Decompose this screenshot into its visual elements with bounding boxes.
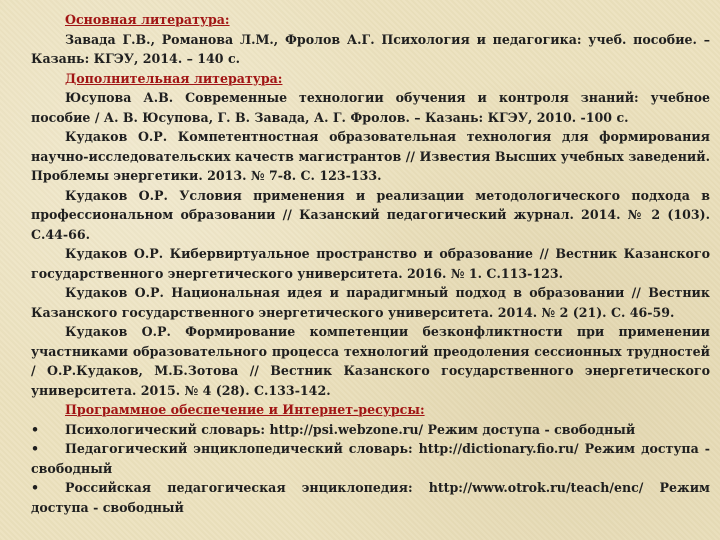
- main-literature-heading: Основная литература:: [65, 12, 230, 27]
- main-literature-item: Завада Г.В., Романова Л.М., Фролов А.Г. Психология и педагогика: учеб. пособие. – Казань: КГЭУ, 2014. – 140 с.: [31, 31, 710, 66]
- resource-item: [31, 439, 710, 478]
- additional-literature-item: Кудаков О.Р. Кибервиртуальное пространство и образование // Вестник Казанского государственного энергетического университета. 2016. № 1. С.113-123.: [31, 246, 710, 281]
- resource-item: [31, 420, 710, 440]
- bullet-icon: •: [31, 421, 40, 437]
- resource-text: Психологический словарь: http://psi.webzone.ru/ Режим доступа - свободный: [65, 421, 636, 437]
- additional-literature-item: Кудаков О.Р. Формирование компетенции безконфликтности при применении участниками образовательного процесса технологий преодоления сессионных трудностей / О.Р.Кудаков, М.Б.Зотова // Вестник Казанского государственного энергетического университета. 2015. № 4 (28). С.133-142.: [31, 324, 710, 398]
- software-resources-heading: Программное обеспечение и Интернет-ресурсы:: [65, 402, 425, 417]
- additional-literature-heading: Дополнительная литература:: [65, 70, 283, 86]
- additional-literature-item: Кудаков О.Р. Компетентностная образовательная технология для формирования научно-исследовательских качеств магистрантов // Известия Высших учебных заведений. Проблемы энергетики. 2013. № 7-8. С. 123-133.: [31, 129, 710, 183]
- bullet-icon: •: [31, 441, 40, 456]
- additional-literature-item: Кудаков О.Р. Национальная идея и парадигмный подход в образовании // Вестник Казанского государственного энергетического университета. 2014. № 2 (21). С. 46-59.: [31, 285, 710, 320]
- additional-literature-item: Кудаков О.Р. Условия применения и реализации методологического подхода в профессиональном образовании // Казанский педагогический журнал. 2014. № 2 (103). С.44-66.: [31, 187, 710, 242]
- bullet-icon: •: [31, 480, 40, 495]
- resource-text: Педагогический энциклопедический словарь: http://dictionary.fio.ru/ Режим доступа - свободный: [31, 441, 710, 476]
- additional-literature-item: Юсупова А.В. Современные технологии обучения и контроля знаний: учебное пособие / А. В. Юсупова, Г. В. Завада, А. Г. Фролов. – Казань: КГЭУ, 2010. -100 с.: [31, 90, 710, 125]
- resource-text: Российская педагогическая энциклопедия: http://www.otrok.ru/teach/enc/ Режим доступа - свободный: [31, 480, 710, 515]
- resource-item: [31, 478, 710, 517]
